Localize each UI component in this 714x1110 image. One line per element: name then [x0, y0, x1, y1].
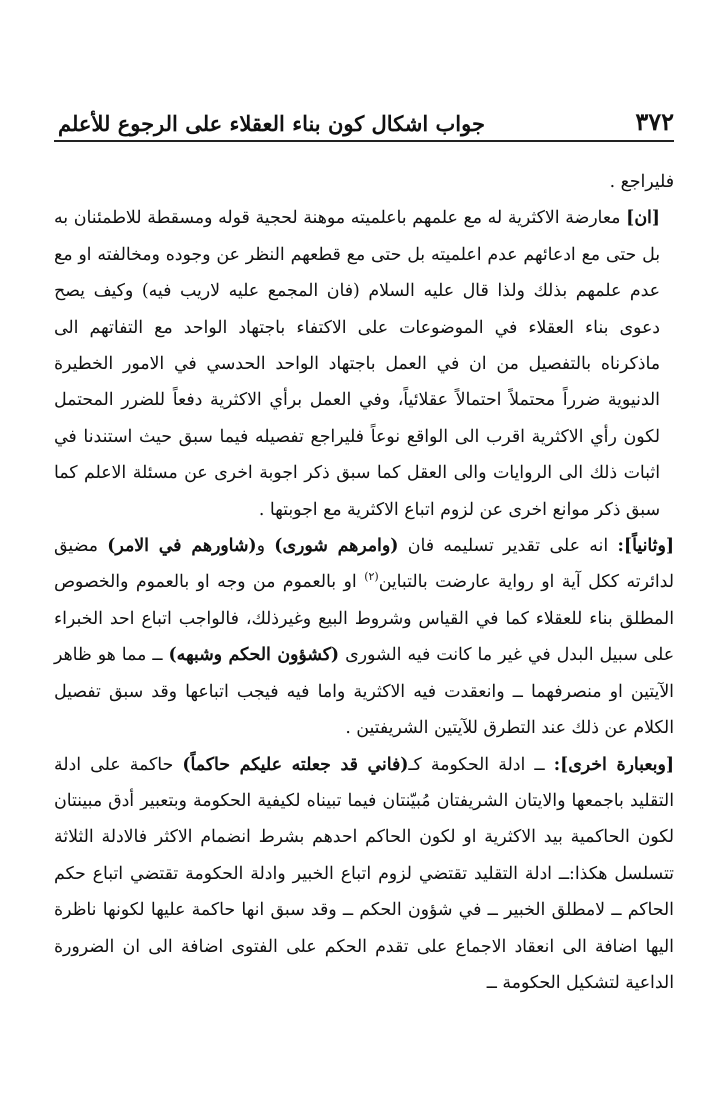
quote-hakiman: (فاني قد جعلته عليكم حاكماً)	[182, 754, 409, 775]
book-page	[54, 86, 674, 1086]
paragraph-1-text: فليراجع .	[609, 172, 674, 192]
paragraph-2-lead: [ان]	[626, 208, 660, 229]
paragraph-3-text-d: ــ مما هو ظاهر الآيتين او منصرفهما ــ وانعقدت فيه الاكثرية واما فيه فيجب اتباعها وقد سبق تفصيل الكلام عن ذلك عند التطرق للآيتين الشريفتين .	[54, 645, 674, 739]
quote-wamruhum-shura: (وامرهم شورى)	[274, 536, 399, 557]
body-text	[54, 164, 674, 1001]
paragraph-2	[54, 200, 674, 528]
paragraph-4-text-a: ــ ادلة الحكومة كـ	[408, 754, 545, 775]
quote-shuun-alhukm: (كشؤون الحكم وشبهه)	[168, 645, 340, 666]
page-header	[54, 86, 674, 134]
paragraph-2-text: معارضة الاكثرية له مع علمهم باعلميته موهنة لحجية قوله ومسقطة للاطمئنان به بل حتى مع ادعائهم عدم اعلميته بل حتى مع قطعهم النظر عن وجوده ومخالفته او مع عدم علمهم بذلك ولذا قال عليه السلام (فان المجمع عليه لاريب فيه) وكيف يصح دعوى بناء العقلاء في الموضوعات على الاكتفاء باجتهاد الواحد مع التفاتهم الى ماذكرناه بالتفصيل من ان في العمل باجتهاد الواحد الحدسي في الامور الخطيرة الدنيوية ضرراً محتملاً احتمالاً عقلائياً، وفي العمل برأي الاكثرية دفعاً للضرر المحتمل لكون رأي الاكثرية اقرب الى الواقع نوعاً فليراجع تفصيله فيما سبق حيث استندنا في اثبات ذلك الى الروايات والى العقل كما سبق ذكر اجوبة اخرى عن مسئلة الاعلم كما سبق ذكر موانع اخرى عن لزوم اتباع الاكثرية مع اجوبتها .	[54, 208, 660, 520]
paragraph-3	[54, 528, 674, 746]
paragraph-1	[54, 164, 674, 200]
footnote-marker: (٢)	[364, 570, 379, 584]
page-number: ٣٧٢	[635, 107, 674, 136]
running-title: جواب اشكال كون بناء العقلاء على الرجوع للأعلم	[58, 111, 485, 136]
paragraph-4-text-b: حاكمة على ادلة التقليد باجمعها والايتان الشريفتان مُبيّنتان فيما تبيناه لكيفية الحكومة وبتعبير أدق مبينتان لكون الحاكمية بيد الاكثرية او لكون الحاكم احدهم بشرط انضمام الاكثر فالادلة الثلاثة تتسلسل هكذا:ــ ادلة التقليد تقتضي لزوم اتباع الخبير وادلة الحكومة تقتضي اتباع حكم الحاكم ــ لامطلق الخبير ــ في شؤون الحكم ــ وقد سبق انها حاكمة عليها لكونها ناظرة اليها اضافة الى انعقاد الاجماع على تقدم الحكم على الفتوى اضافة الى ان الضرورة الداعية لتشكيل الحكومة ــ	[54, 754, 674, 993]
paragraph-4-lead: [وبعبارة اخرى]:	[553, 754, 675, 775]
quote-shawirhum: (شاورهم في الامر)	[107, 536, 257, 557]
header-rule	[54, 140, 674, 142]
paragraph-3-text-b: مضيق لدائرته ككل آية او رواية عارضت بالتباين	[54, 536, 675, 593]
paragraph-3-and: و	[256, 536, 265, 557]
paragraph-3-text-c: او بالعموم من وجه او بالعموم والخصوص المطلق بناء للعقلاء كما في القياس وشروط البيع وغيرذلك، فالواجب اتباع احد الخبراء على سبيل البدل في غير ما كانت فيه الشورى	[54, 572, 675, 666]
paragraph-3-text-a: انه على تقدير تسليمه فان	[407, 536, 609, 557]
paragraph-4	[54, 747, 674, 1002]
paragraph-3-lead: [وثانياً]:	[617, 536, 674, 557]
